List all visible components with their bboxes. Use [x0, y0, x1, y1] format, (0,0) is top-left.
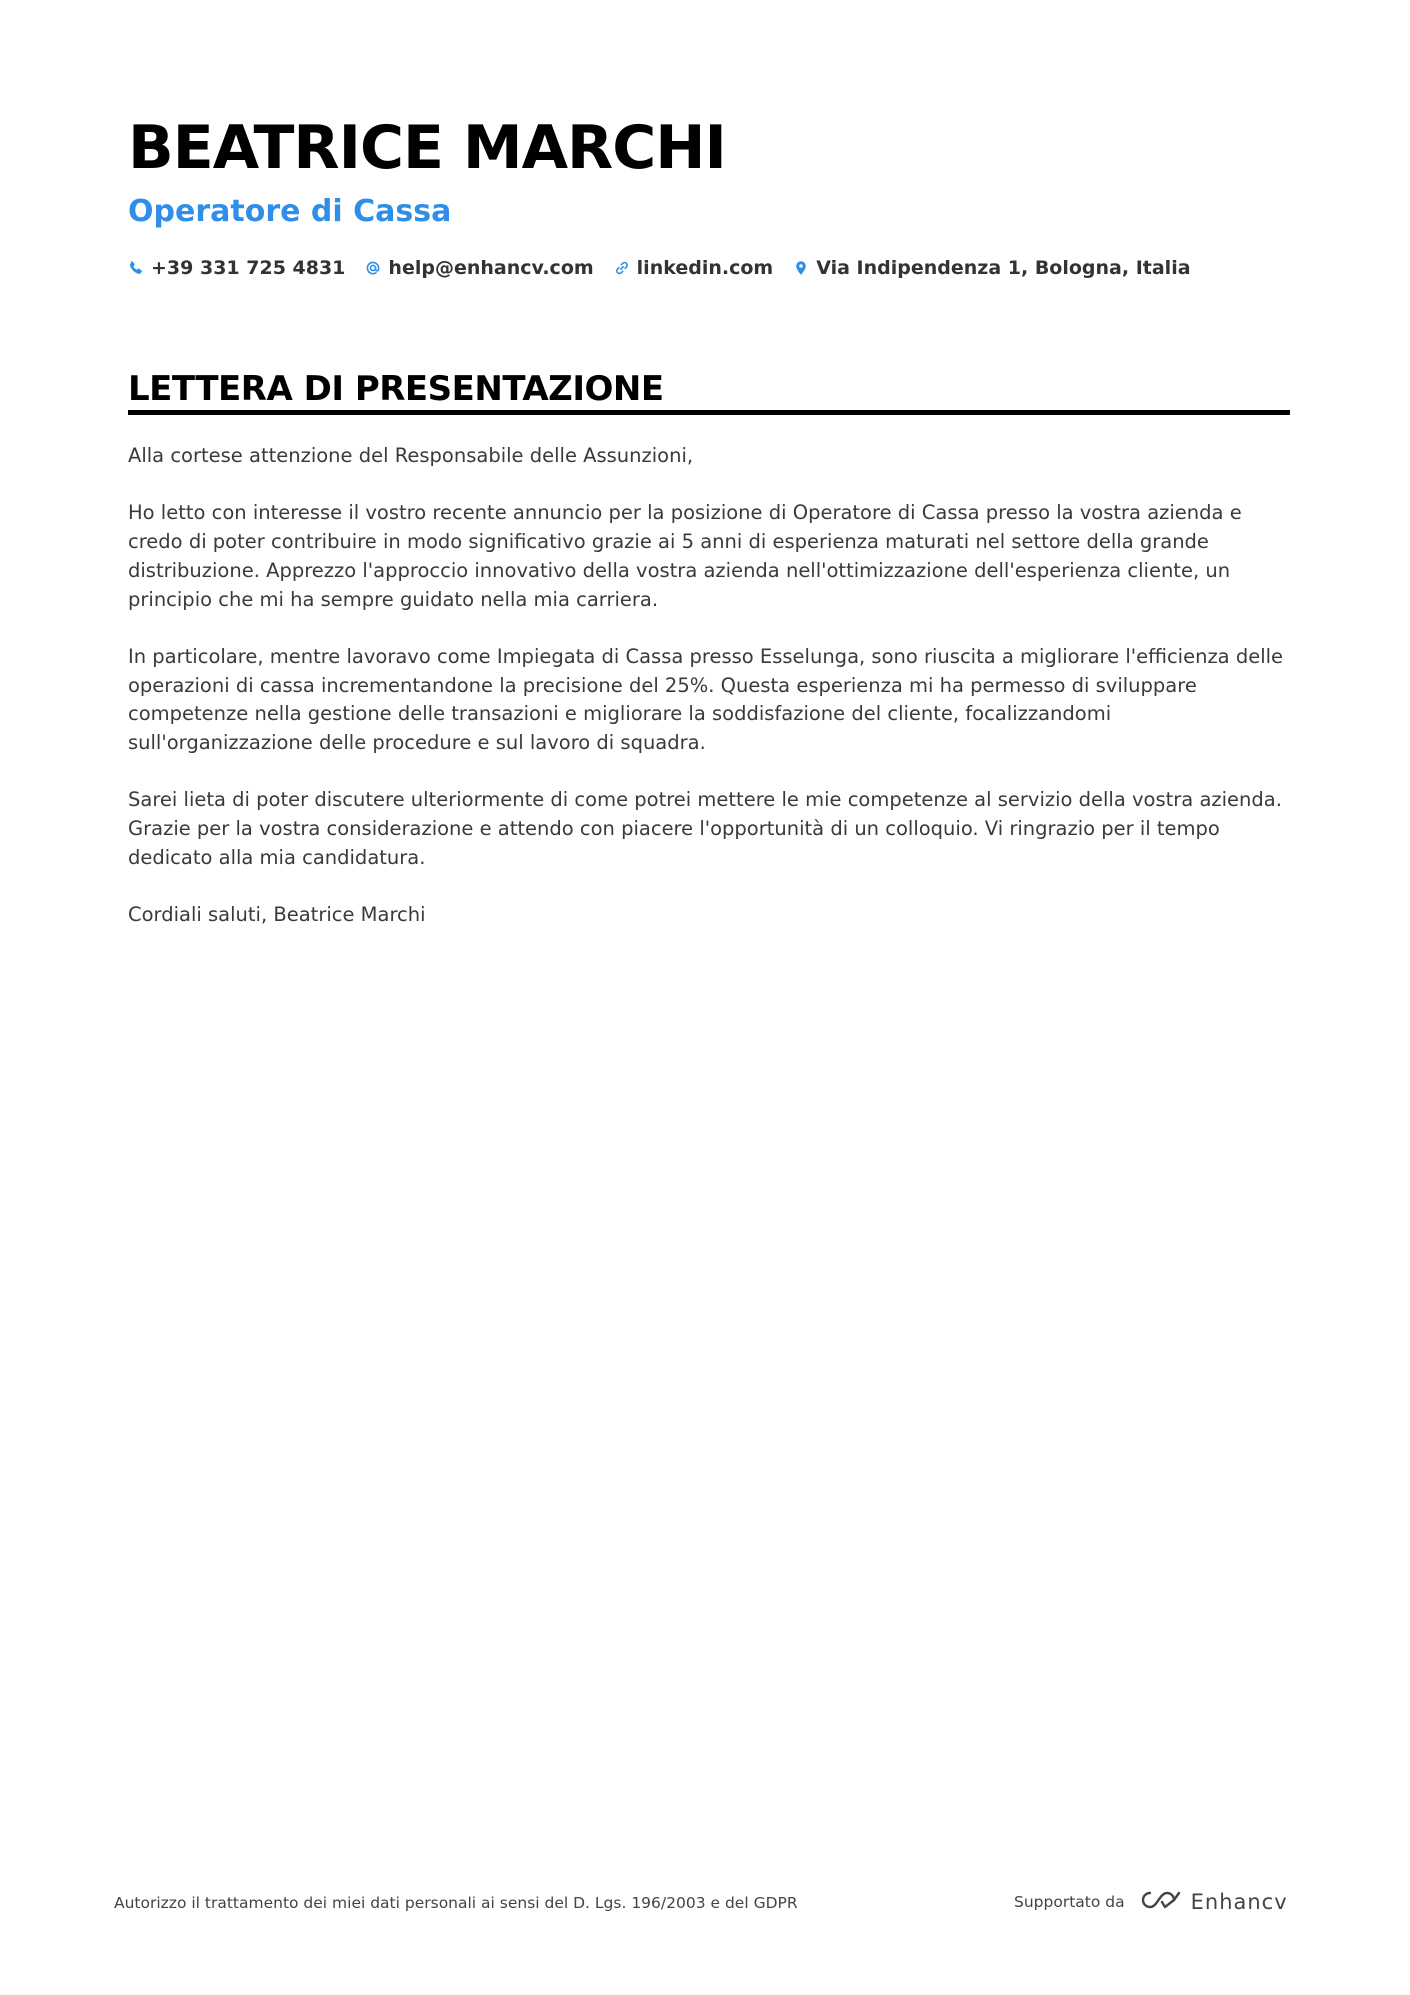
- letter-paragraph: Ho letto con interesse il vostro recente annuncio per la posizione di Operatore di Cassa presso la vostra azienda e credo di poter contribuire in modo significativo grazie ai 5 anni di esperienza maturati nel settore della grande distribuzione. Apprezzo l'approccio innovativo della vostra azienda nell'ottimizzazione dell'esperienza cliente, un principio che mi ha sempre guidato nella mia carriera.: [128, 501, 1242, 611]
- contact-address: [793, 257, 1190, 279]
- contact-address-text: Via Indipendenza 1, Bologna, Italia: [816, 257, 1191, 279]
- section-divider: [128, 410, 1290, 415]
- contact-bar: [128, 254, 1191, 282]
- brand-name: Enhancv: [1190, 1890, 1288, 1914]
- letter-body: [128, 442, 1290, 959]
- section-title: LETTERA DI PRESENTAZIONE: [128, 369, 664, 409]
- contact-linkedin[interactable]: [614, 257, 774, 279]
- contact-phone: [128, 257, 345, 279]
- candidate-name: BEATRICE MARCHI: [128, 113, 726, 183]
- phone-icon: [128, 260, 144, 276]
- letter-closing: Cordiali saluti, Beatrice Marchi: [128, 903, 426, 927]
- enhancv-logo-icon: [1137, 1888, 1183, 1916]
- brand-logo: [1137, 1888, 1288, 1916]
- contact-email[interactable]: [365, 257, 593, 279]
- letter-paragraph: Sarei lieta di poter discutere ulteriormente di come potrei mettere le mie competenze al servizio della vostra azienda. Grazie per la vostra considerazione e attendo con piacere l'opportunità di un colloquio. Vi ringrazio per il tempo dedicato alla mia candidatura.: [128, 788, 1282, 869]
- contact-email-text: help@enhancv.com: [388, 257, 594, 279]
- letter-greeting: Alla cortese attenzione del Responsabile delle Assunzioni,: [128, 444, 694, 467]
- job-title: Operatore di Cassa: [128, 194, 452, 229]
- powered-by[interactable]: [1014, 1888, 1288, 1916]
- contact-linkedin-text: linkedin.com: [636, 257, 774, 279]
- at-icon: [365, 260, 381, 276]
- letter-paragraph: In particolare, mentre lavoravo come Impiegata di Cassa presso Esselunga, sono riuscita a migliorare l'efficienza delle operazioni di cassa incrementandone la precisione del 25%. Questa esperienza mi ha permesso di sviluppare competenze nella gestione delle transazioni e migliorare la soddisfazione del cliente, focalizzandomi sull'organizzazione delle procedure e sul lavoro di squadra.: [128, 644, 1284, 754]
- link-icon: [614, 260, 630, 276]
- contact-phone-text: +39 331 725 4831: [151, 257, 346, 279]
- location-pin-icon: [793, 260, 809, 276]
- privacy-consent-note: Autorizzo il trattamento dei miei dati personali ai sensi del D. Lgs. 196/2003 e del GDPR: [114, 1894, 798, 1912]
- powered-by-label: Supportato da: [1014, 1893, 1125, 1911]
